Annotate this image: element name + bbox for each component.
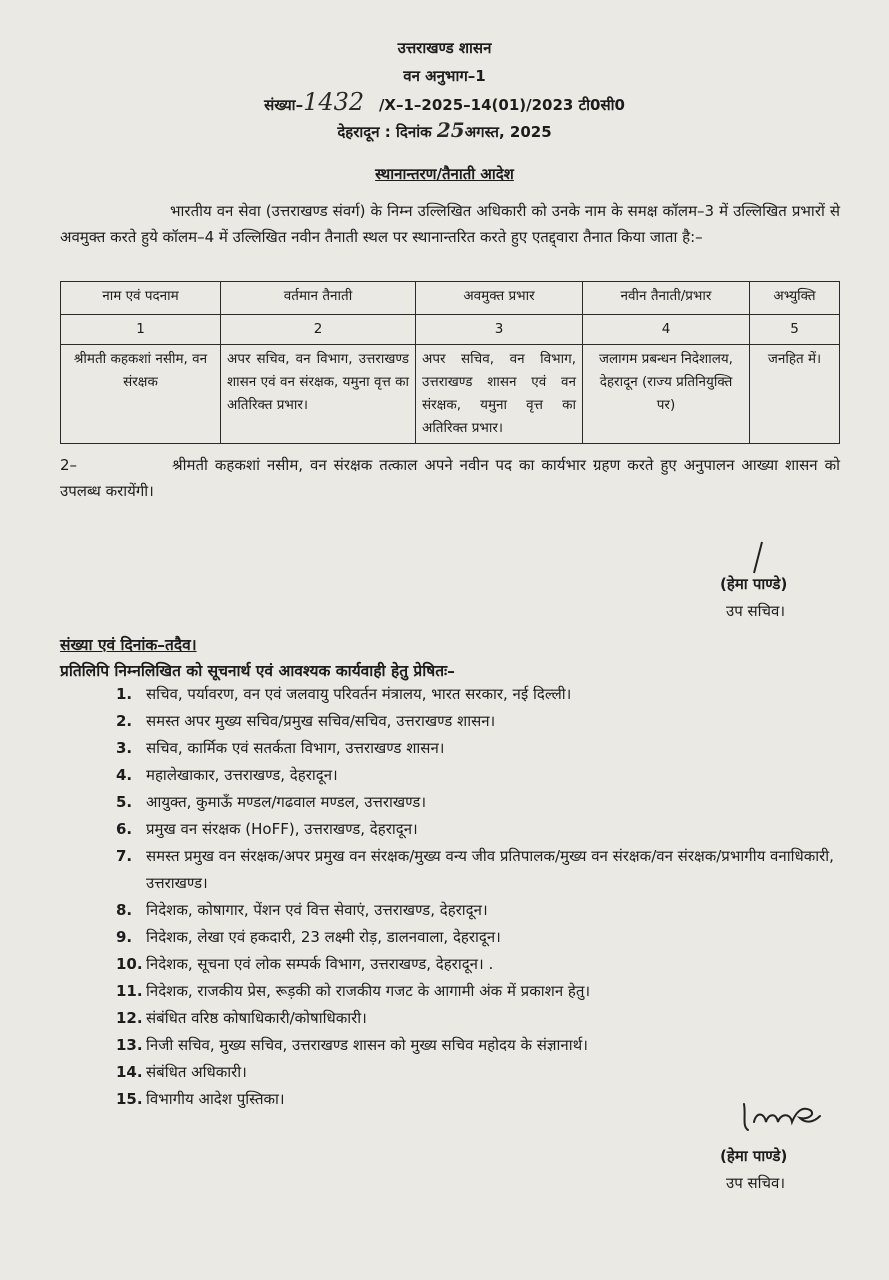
item-number: 15. xyxy=(116,1090,143,1108)
officer-name: श्रीमती कहकशां नसीम, वन संरक्षक xyxy=(61,345,221,444)
list-item xyxy=(116,708,856,735)
intro-paragraph: भारतीय वन सेवा (उत्तराखण्ड संवर्ग) के निम्न उल्लिखित अधिकारी को उनके नाम के समक्ष कॉलम–3 में उल्लिखित प्रभारों से अवमुक्त करते हुये कॉलम–4 में उल्लिखित नवीन तैनाती स्थल पर स्थानान्तरित करते हुए एतद्द्वारा तैनात किया जाता है:– xyxy=(60,202,840,246)
list-item xyxy=(116,843,856,897)
signatory-designation-2: उप सचिव। xyxy=(726,1174,786,1192)
table-header: अवमुक्त प्रभार xyxy=(416,282,583,315)
list-item xyxy=(116,1005,856,1032)
table-header: वर्तमान तैनाती xyxy=(221,282,416,315)
item-text: सचिव, कार्मिक एवं सतर्कता विभाग, उत्तराखण्ड शासन। xyxy=(146,739,445,757)
list-item xyxy=(116,789,856,816)
item-number: 4. xyxy=(116,766,133,784)
item-text: निजी सचिव, मुख्य सचिव, उत्तराखण्ड शासन को मुख्य सचिव महोदय के संज्ञानार्थ। xyxy=(146,1036,588,1054)
item-text: समस्त अपर मुख्य सचिव/प्रमुख सचिव/सचिव, उत्तराखण्ड शासन। xyxy=(146,712,496,730)
relieved-charge: अपर सचिव, वन विभाग, उत्तराखण्ड शासन एवं वन संरक्षक, यमुना वृत्त का अतिरिक्त प्रभार। xyxy=(416,345,583,444)
paragraph-number: 2– xyxy=(60,456,78,474)
item-text: सचिव, पर्यावरण, वन एवं जलवायु परिवर्तन मंत्रालय, भारत सरकार, नई दिल्ली। xyxy=(146,685,572,703)
reference-line xyxy=(0,88,889,116)
list-item xyxy=(116,735,856,762)
handwritten-number: 1432 xyxy=(303,88,365,116)
list-item xyxy=(116,816,856,843)
item-number: 1. xyxy=(116,685,133,703)
item-text: समस्त प्रमुख वन संरक्षक/अपर प्रमुख वन संरक्षक/मुख्य वन्य जीव प्रतिपालक/मुख्य वन संरक्षक/वन संरक्षक/प्रभागीय वनाधिकारी, उत्तराखण्ड। xyxy=(146,847,834,892)
item-number: 9. xyxy=(116,928,133,946)
handwritten-day: 25 xyxy=(436,118,465,142)
column-number-row xyxy=(61,315,840,345)
item-text: महालेखाकार, उत्तराखण्ड, देहरादून। xyxy=(146,766,338,784)
new-posting: जलागम प्रबन्धन निदेशालय, देहरादून (राज्य प्रतिनियुक्ति पर) xyxy=(583,345,750,444)
item-number: 2. xyxy=(116,712,133,730)
order-title xyxy=(0,164,889,184)
column-number: 3 xyxy=(416,315,583,345)
table-header-row xyxy=(61,282,840,315)
signature-mark xyxy=(748,540,768,576)
copy-reference xyxy=(60,633,197,655)
column-number: 4 xyxy=(583,315,750,345)
item-number: 7. xyxy=(116,847,133,865)
reference-number: /X–1–2025–14(01)/2023 टी0सी0 xyxy=(378,96,625,114)
date-rest: अगस्त, 2025 xyxy=(464,123,552,141)
copy-heading: प्रतिलिपि निम्नलिखित को सूचनार्थ एवं आवश्यक कार्यवाही हेतु प्रेषितः– xyxy=(60,662,455,680)
list-item xyxy=(116,762,856,789)
paragraph-2 xyxy=(60,452,840,504)
list-item xyxy=(116,1032,856,1059)
date-line xyxy=(0,118,889,142)
list-item xyxy=(116,978,856,1005)
list-item xyxy=(116,897,856,924)
list-item xyxy=(116,924,856,951)
date-prefix: देहरादून : दिनांक xyxy=(337,123,432,141)
item-text: आयुक्त, कुमाऊँ मण्डल/गढवाल मण्डल, उत्तराखण्ड। xyxy=(146,793,427,811)
transfer-table xyxy=(60,281,840,444)
table-row xyxy=(61,345,840,444)
item-text: विभागीय आदेश पुस्तिका। xyxy=(146,1090,285,1108)
signatory-designation: उप सचिव। xyxy=(726,602,786,620)
item-number: 11. xyxy=(116,982,143,1000)
table-header: अभ्युक्ति xyxy=(750,282,840,315)
item-number: 5. xyxy=(116,793,133,811)
item-number: 10. xyxy=(116,955,143,973)
list-item xyxy=(116,681,856,708)
item-number: 3. xyxy=(116,739,133,757)
item-number: 12. xyxy=(116,1009,143,1027)
item-number: 14. xyxy=(116,1063,143,1081)
item-text: निदेशक, कोषागार, पेंशन एवं वित्त सेवाएं, उत्तराखण्ड, देहरादून। xyxy=(146,901,488,919)
govt-heading: उत्तराखण्ड शासन xyxy=(397,39,492,57)
item-text: प्रमुख वन संरक्षक (HoFF), उत्तराखण्ड, देहरादून। xyxy=(146,820,418,838)
list-item xyxy=(116,1059,856,1086)
column-number: 1 xyxy=(61,315,221,345)
item-text: निदेशक, लेखा एवं हकदारी, 23 लक्ष्मी रोड़, डालनवाला, देहरादून। xyxy=(146,928,501,946)
order-title-text: स्थानान्तरण/तैनाती आदेश xyxy=(375,165,514,183)
table-header: नाम एवं पदनाम xyxy=(61,282,221,315)
signatory-name-2: (हेमा पाण्डे) xyxy=(720,1147,788,1165)
column-number: 2 xyxy=(221,315,416,345)
item-text: संबंधित अधिकारी। xyxy=(146,1063,247,1081)
number-label: संख्या– xyxy=(264,96,304,114)
list-item xyxy=(116,951,856,978)
item-text: निदेशक, राजकीय प्रेस, रूड़की को राजकीय गजट के आगामी अंक में प्रकाशन हेतु। xyxy=(146,982,591,1000)
current-posting: अपर सचिव, वन विभाग, उत्तराखण्ड शासन एवं वन संरक्षक, यमुना वृत्त का अतिरिक्त प्रभार। xyxy=(221,345,416,444)
section-heading: वन अनुभाग–1 xyxy=(403,67,486,85)
signature xyxy=(736,1096,826,1136)
signatory-name: (हेमा पाण्डे) xyxy=(720,575,788,593)
item-number: 13. xyxy=(116,1036,143,1054)
item-text: संबंधित वरिष्ठ कोषाधिकारी/कोषाधिकारी। xyxy=(146,1009,367,1027)
column-number: 5 xyxy=(750,315,840,345)
copy-reference-text: संख्या एवं दिनांक–तदैव। xyxy=(60,636,197,654)
item-number: 6. xyxy=(116,820,133,838)
table-header: नवीन तैनाती/प्रभार xyxy=(583,282,750,315)
item-text: निदेशक, सूचना एवं लोक सम्पर्क विभाग, उत्तराखण्ड, देहरादून। . xyxy=(146,955,494,973)
copy-list xyxy=(116,681,856,1113)
paragraph-2-text: श्रीमती कहकशां नसीम, वन संरक्षक तत्काल अपने नवीन पद का कार्यभार ग्रहण करते हुए अनुपालन आख्या शासन को उपलब्ध करायेंगी। xyxy=(60,456,840,500)
remark: जनहित में। xyxy=(750,345,840,444)
item-number: 8. xyxy=(116,901,133,919)
